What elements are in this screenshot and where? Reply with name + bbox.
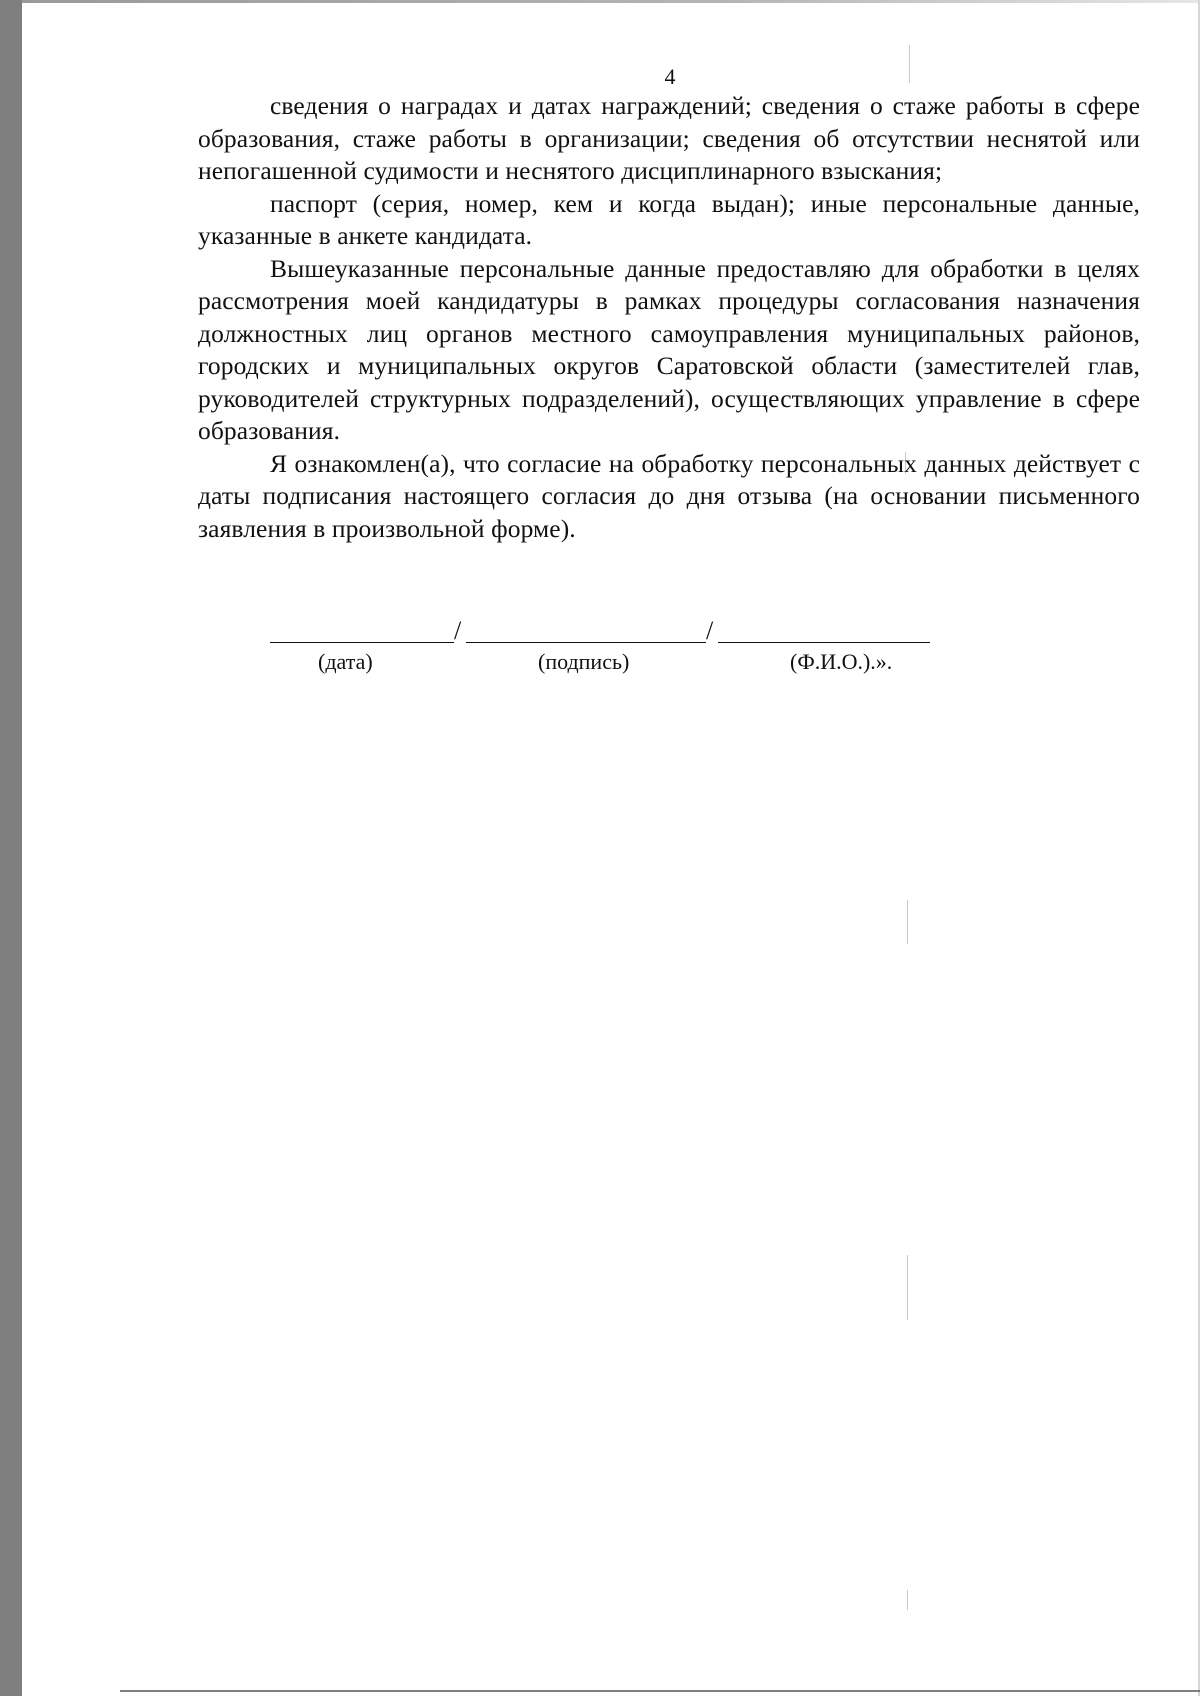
top-scan-border [22,0,1200,3]
signature-block [270,612,930,682]
paragraph-purpose: Вышеуказанные персональные данные предоставляю для обработки в целях рассмотрения моей кандидатуры в рамках процедуры согласования назначения должностных лиц органов местного самоуправления муниципальных районов, городских и муниципальных округов Саратовской области (заместителей глав, руководителей структурных подразделений), осуществляющих управление в сфере образования. [198,253,1140,445]
paragraph-awards: сведения о наградах и датах награждений; сведения о стаже работы в сфере образования, стаже работы в организации; сведения об отсутствии неснятой или непогашенной судимости и неснятого дисциплинарного взыскания; [198,91,1140,185]
left-scan-border [0,0,22,1696]
paragraph-passport: паспорт (серия, номер, кем и когда выдан); иные персональные данные, указанные в анкете кандидата. [198,188,1140,250]
date-caption: (дата) [318,649,373,674]
page-number: 4 [664,64,676,89]
scan-artifact [907,1590,908,1610]
document-body [198,90,1140,545]
signature-caption: (подпись) [538,649,630,674]
scan-artifact [907,900,908,944]
name-caption: (Ф.И.О.).». [790,649,893,674]
separator-slash: / [454,616,462,645]
signature-line [466,642,706,643]
paragraph-acknowledgement: Я ознакомлен(а), что согласие на обработку персональных данных действует с даты подписания настоящего согласия до дня отзыва (на основании письменного заявления в произвольной форме). [198,448,1140,543]
separator-slash: / [706,616,714,645]
date-line [270,642,454,643]
scan-artifact [907,1255,908,1320]
bottom-scan-border [120,1690,1200,1692]
scan-artifact [909,45,910,83]
name-line [718,642,930,643]
